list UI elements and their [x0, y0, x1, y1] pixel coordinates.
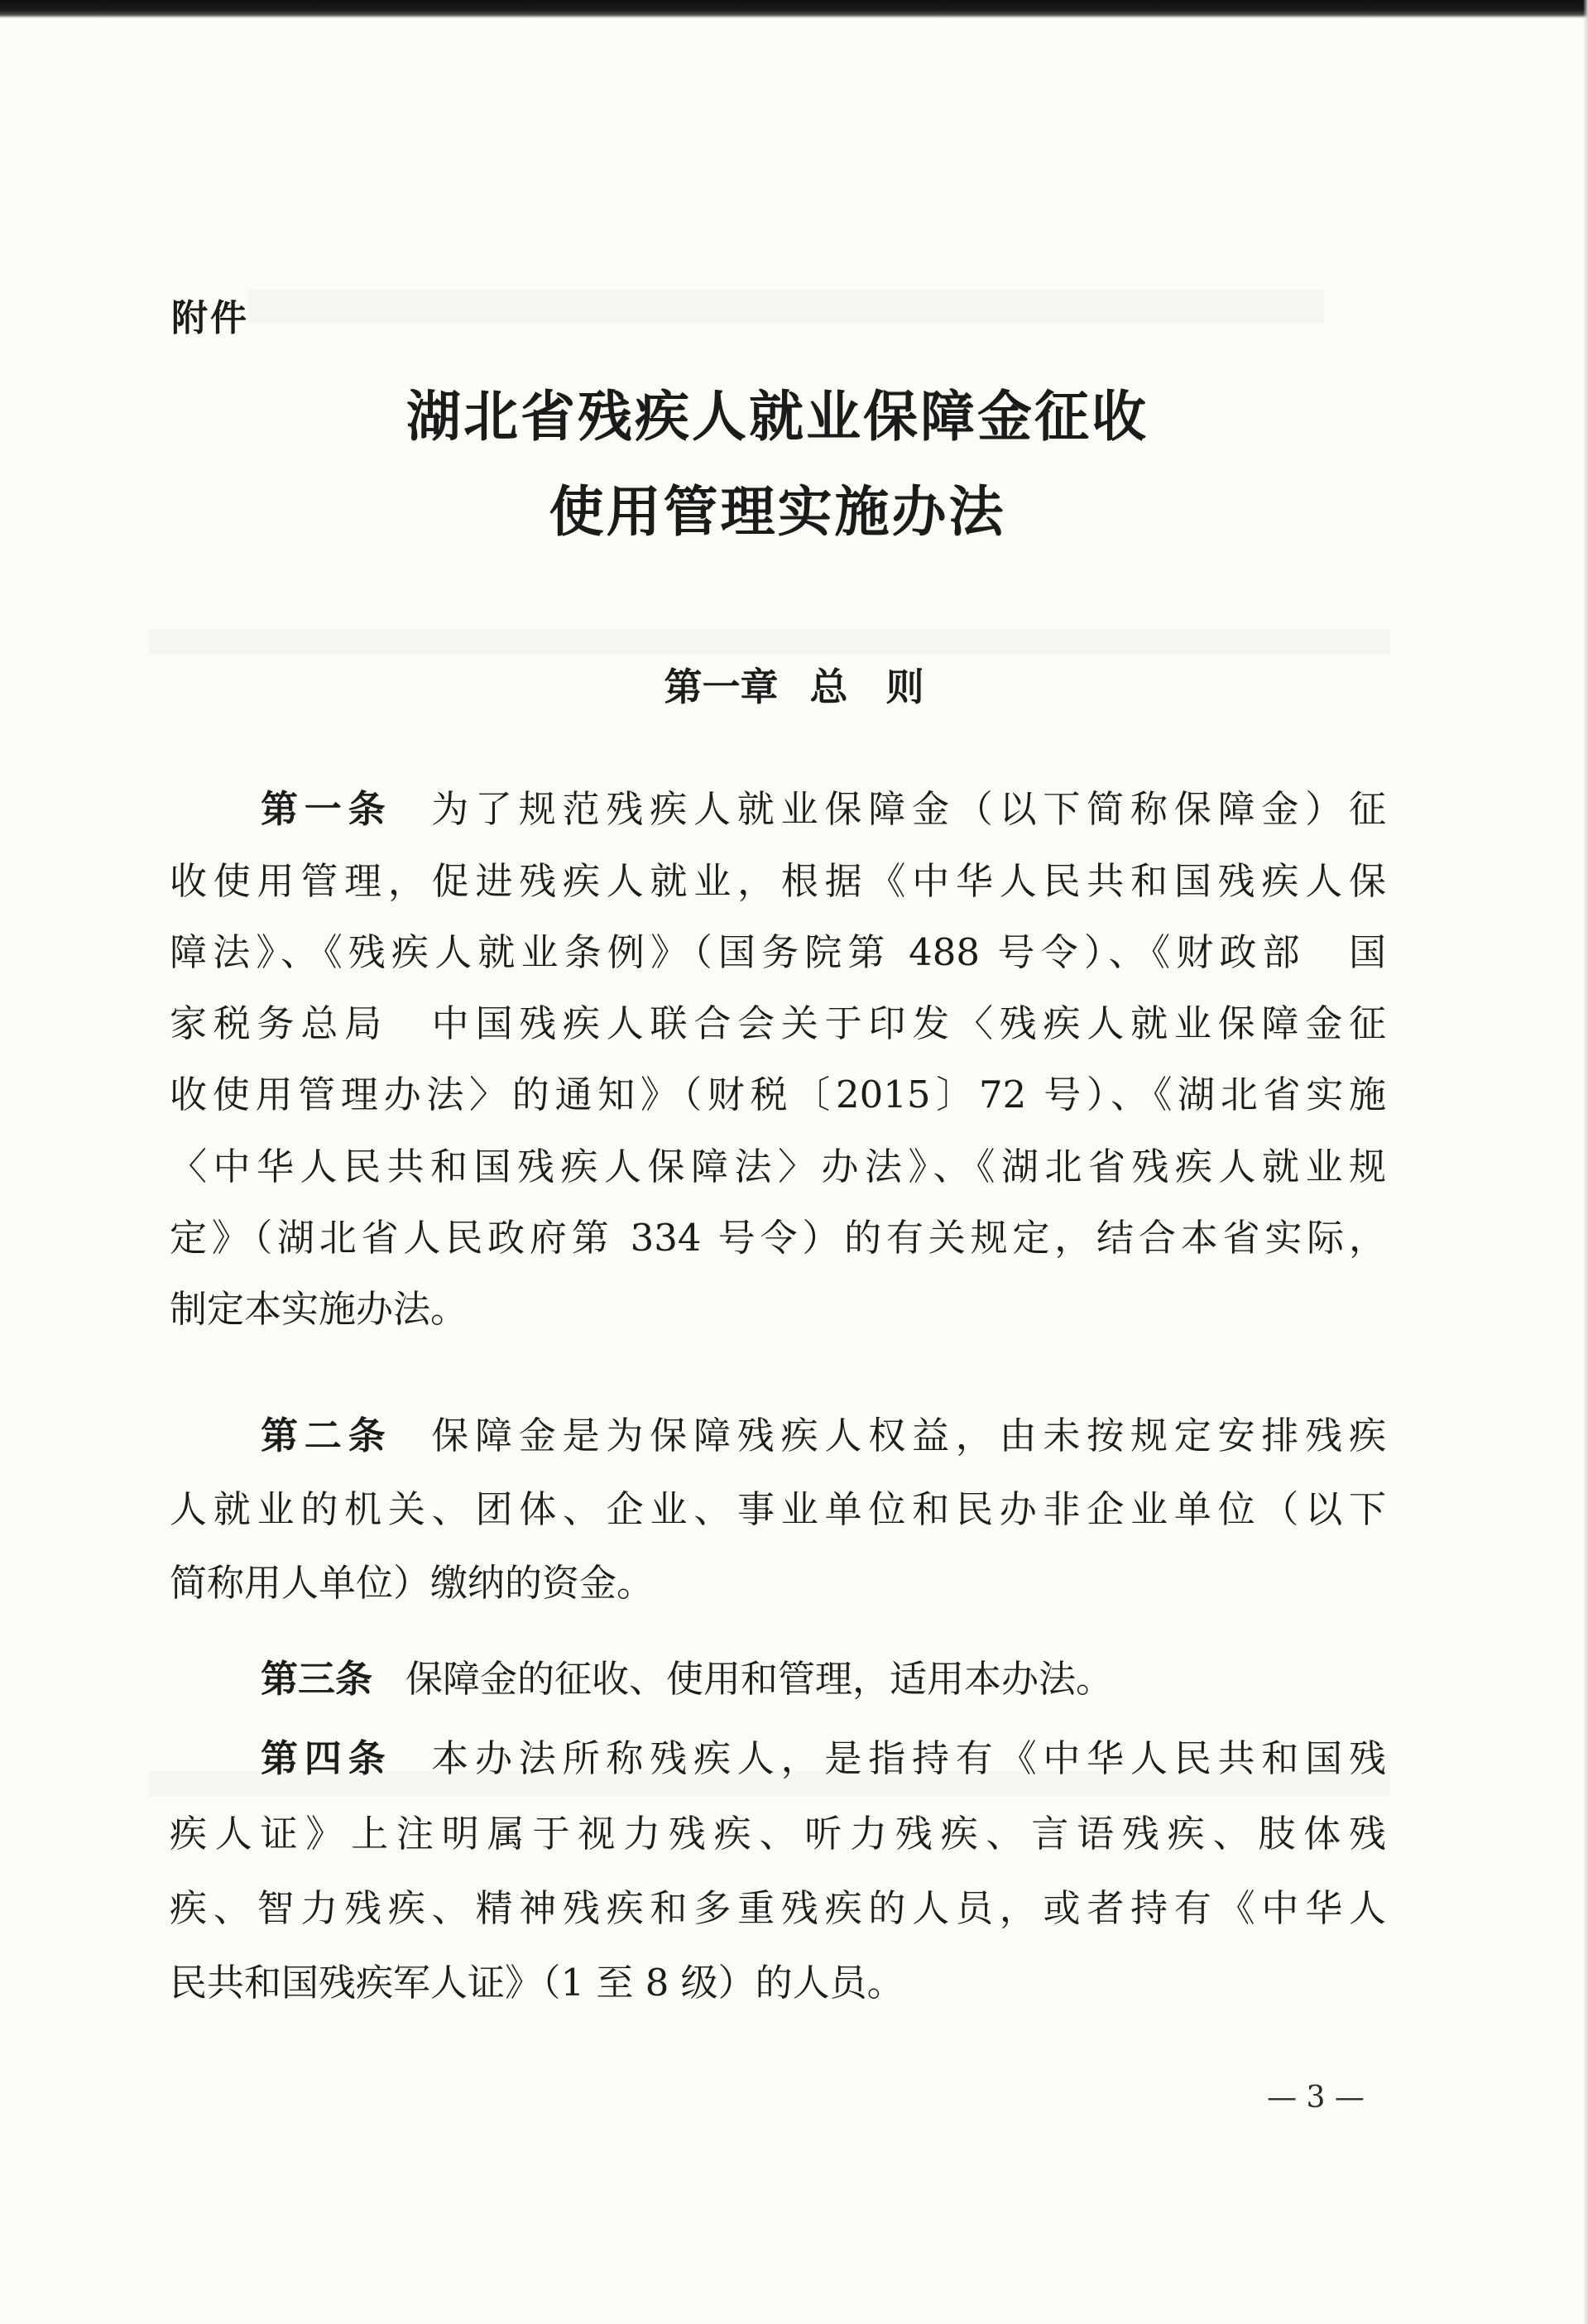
article-1-line: 家税务总局 中国残疾人联合会关于印发〈残疾人就业保障金征 [170, 1001, 1386, 1045]
scan-top-edge [0, 0, 1588, 18]
document-title-line-1: 湖北省残疾人就业保障金征收 [406, 384, 1149, 449]
chapter-heading [0, 662, 1588, 712]
article-3-line [261, 1654, 1386, 1704]
article-4-line: 疾、智力残疾、精神残疾和多重残疾的人员，或者持有《中华人 [170, 1886, 1386, 1930]
bleed-through-shadow [248, 290, 1324, 323]
chapter-title: 总 则 [809, 665, 924, 709]
article-1-line: 〈中华人民共和国残疾人保障法〉办法》、《湖北省残疾人就业规 [170, 1145, 1386, 1188]
article-1-line [261, 785, 1386, 834]
article-1-line: 定》（湖北省人民政府第 334 号令）的有关规定，结合本省实际， [170, 1216, 1386, 1260]
article-3-label: 第三条 [261, 1657, 373, 1701]
article-4-line: 民共和国残疾军人证》（1 至 8 级）的人员。 [170, 1961, 904, 2005]
article-1-line: 收使用管理，促进残疾人就业，根据《中华人民共和国残疾人保 [170, 859, 1386, 903]
article-1-line: 制定本实施办法。 [170, 1287, 468, 1331]
attachment-label: 附件 [171, 297, 249, 339]
article-4-text: 本办法所称残疾人，是指持有《中华人民共和国残 [425, 1736, 1386, 1780]
chapter-number: 第一章 [664, 665, 779, 709]
article-4-label: 第四条 [261, 1736, 392, 1780]
article-1-text: 为了规范残疾人就业保障金（以下简称保障金）征 [425, 787, 1386, 831]
article-1-line: 障法》、《残疾人就业条例》（国务院第 488 号令）、《财政部 国 [170, 930, 1386, 974]
article-2-line [261, 1411, 1386, 1461]
article-2-label: 第二条 [261, 1414, 392, 1457]
article-3-text: 保障金的征收、使用和管理，适用本办法。 [405, 1657, 1114, 1701]
scan-right-edge [1583, 0, 1588, 2324]
article-4-line: 疾人证》上注明属于视力残疾、听力残疾、言语残疾、肢体残 [170, 1812, 1386, 1856]
page-number: — 3 — [1267, 2081, 1365, 2115]
article-2-line: 人就业的机关、团体、企业、事业单位和民办非企业单位（以下 [170, 1487, 1386, 1531]
article-1-line: 收使用管理办法〉的通知》（财税〔2015〕72 号）、《湖北省实施 [170, 1073, 1386, 1116]
article-1-label: 第一条 [261, 787, 392, 831]
bleed-through-shadow [149, 629, 1390, 654]
article-2-line: 简称用人单位）缴纳的资金。 [170, 1561, 655, 1605]
article-2-text: 保障金是为保障残疾人权益，由未按规定安排残疾 [425, 1414, 1386, 1457]
document-title-line-2: 使用管理实施办法 [549, 479, 1006, 544]
article-4-line [261, 1734, 1386, 1784]
